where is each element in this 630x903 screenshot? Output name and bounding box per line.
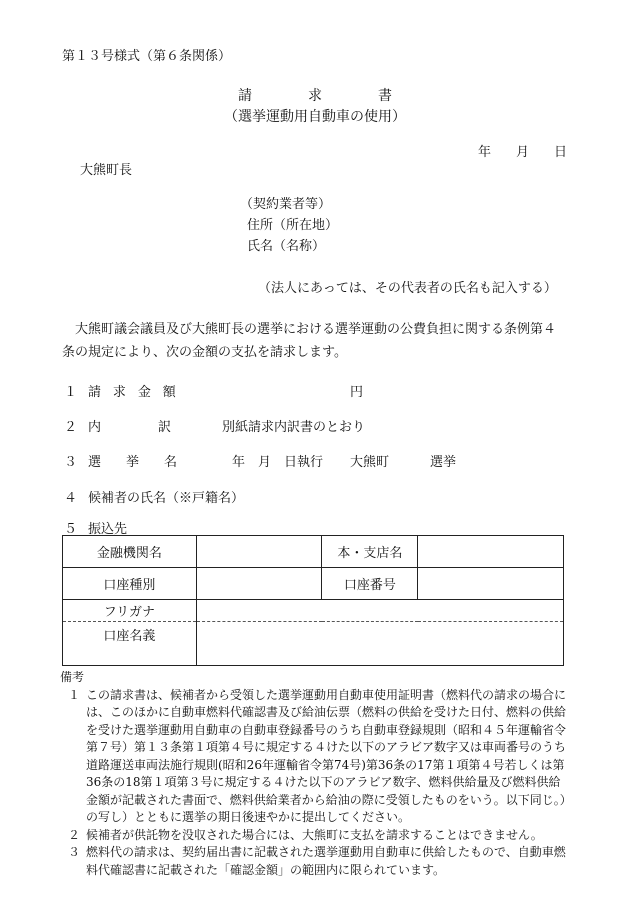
- note-1-text: この請求書は、候補者から受領した選挙運動用自動車使用証明書（燃料代の請求の場合には、このほかに自動車燃料代確認書及び給油伝票（燃料の供給を受けた日付、燃料の供給を受けた選挙運動用自動車の自動車登録番号のうち自動車登録規則（昭和４５年運輸省令第７号）第１３条第１項第４号に規定する４けた以下のアラビア数字又は車両番号のうち道路運送車両法施行規則(昭和26年運輸省令第74号)第36条の17第１項第４号若しくは第36条の18第１項第３号に規定する４けた以下のアラビア数字、燃料供給量及び燃料供給金額が記載された書面で、燃料供給業者から給油の際に受領したものをいう。以下同じ。）の写し）とともに選挙の期日後速やかに提出してください。: [86, 687, 572, 824]
- item-5-label: 振込先: [88, 522, 128, 537]
- notes-header: 備考: [60, 670, 85, 684]
- branch-field[interactable]: [418, 536, 564, 568]
- item-4-number: ４: [64, 491, 78, 506]
- item-1-label: 請 求 金 額: [88, 385, 180, 400]
- item-1-number: １: [64, 385, 78, 400]
- date-year-label: 年: [478, 145, 492, 160]
- list-item: [62, 687, 572, 827]
- furigana-label: フリガナ: [63, 600, 197, 622]
- item-3-value-town: 大熊町: [350, 455, 390, 470]
- table-row: [63, 600, 564, 622]
- notes-section: [62, 669, 572, 879]
- item-3-value-election: 選挙: [430, 455, 457, 470]
- account-holder-label: 口座名義: [63, 622, 197, 666]
- date-day-label: 日: [554, 145, 568, 160]
- table-row: [63, 568, 564, 600]
- item-2-number: ２: [64, 420, 78, 435]
- note-1-number: １: [68, 687, 81, 702]
- list-item: [62, 827, 572, 845]
- item-4-label: 候補者の氏名（※戸籍名）: [88, 491, 245, 506]
- note-2-text: 候補者が供託物を没収された場合には、大熊町に支払を請求することはできません。: [86, 827, 543, 842]
- date-month-label: 月: [516, 145, 530, 160]
- item-2-label-b: 訳: [158, 420, 172, 435]
- item-3-label-c: 名: [164, 455, 178, 470]
- claimant-header: （契約業者等）: [240, 197, 332, 212]
- item-1-value: 円: [350, 385, 364, 400]
- bank-transfer-table: [62, 535, 564, 666]
- claimant-name-label: 氏名（名称）: [247, 239, 326, 254]
- note-2-number: ２: [68, 827, 81, 842]
- account-type-field[interactable]: [196, 568, 322, 600]
- item-2-value: 別紙請求内訳書のとおり: [222, 420, 366, 435]
- bank-name-field[interactable]: [196, 536, 322, 568]
- claimant-address-label: 住所（所在地）: [247, 218, 339, 233]
- document-subtitle: （選挙運動用自動車の使用）: [224, 109, 406, 125]
- item-3-label-a: 選: [88, 455, 102, 470]
- addressee: 大熊町長: [80, 163, 133, 178]
- table-row: [63, 536, 564, 568]
- account-type-label: 口座種別: [63, 568, 197, 600]
- item-3-value-date: 年 月 日執行: [232, 455, 324, 470]
- account-number-field[interactable]: [418, 568, 564, 600]
- intro-text: 大熊町議会議員及び大熊町長の選挙における選挙運動の公費負担に関する条例第４条の規定により、次の金額の支払を請求します。: [62, 322, 557, 360]
- account-number-label: 口座番号: [322, 568, 418, 600]
- furigana-field[interactable]: [196, 600, 563, 622]
- item-5-number: ５: [64, 522, 78, 537]
- note-3-text: 燃料代の請求は、契約届出書に記載された選挙運動用自動車に供給したもので、自動車燃料代確認書に記載された「確認金額」の範囲内に限られています。: [86, 845, 566, 877]
- table-row: [63, 622, 564, 666]
- branch-label: 本・支店名: [322, 536, 418, 568]
- item-2-label-a: 内: [88, 420, 102, 435]
- document-title: 請 求 書: [238, 88, 392, 104]
- list-item: [62, 844, 572, 879]
- account-holder-field[interactable]: [196, 622, 563, 666]
- note-3-number: ３: [68, 845, 81, 859]
- item-3-number: ３: [64, 455, 78, 470]
- form-number: 第１３号様式（第６条関係）: [62, 49, 232, 64]
- bank-name-label: 金融機関名: [63, 536, 197, 568]
- item-3-label-b: 挙: [126, 455, 140, 470]
- corporate-note: （法人にあっては、その代表者の氏名も記入する）: [258, 281, 557, 296]
